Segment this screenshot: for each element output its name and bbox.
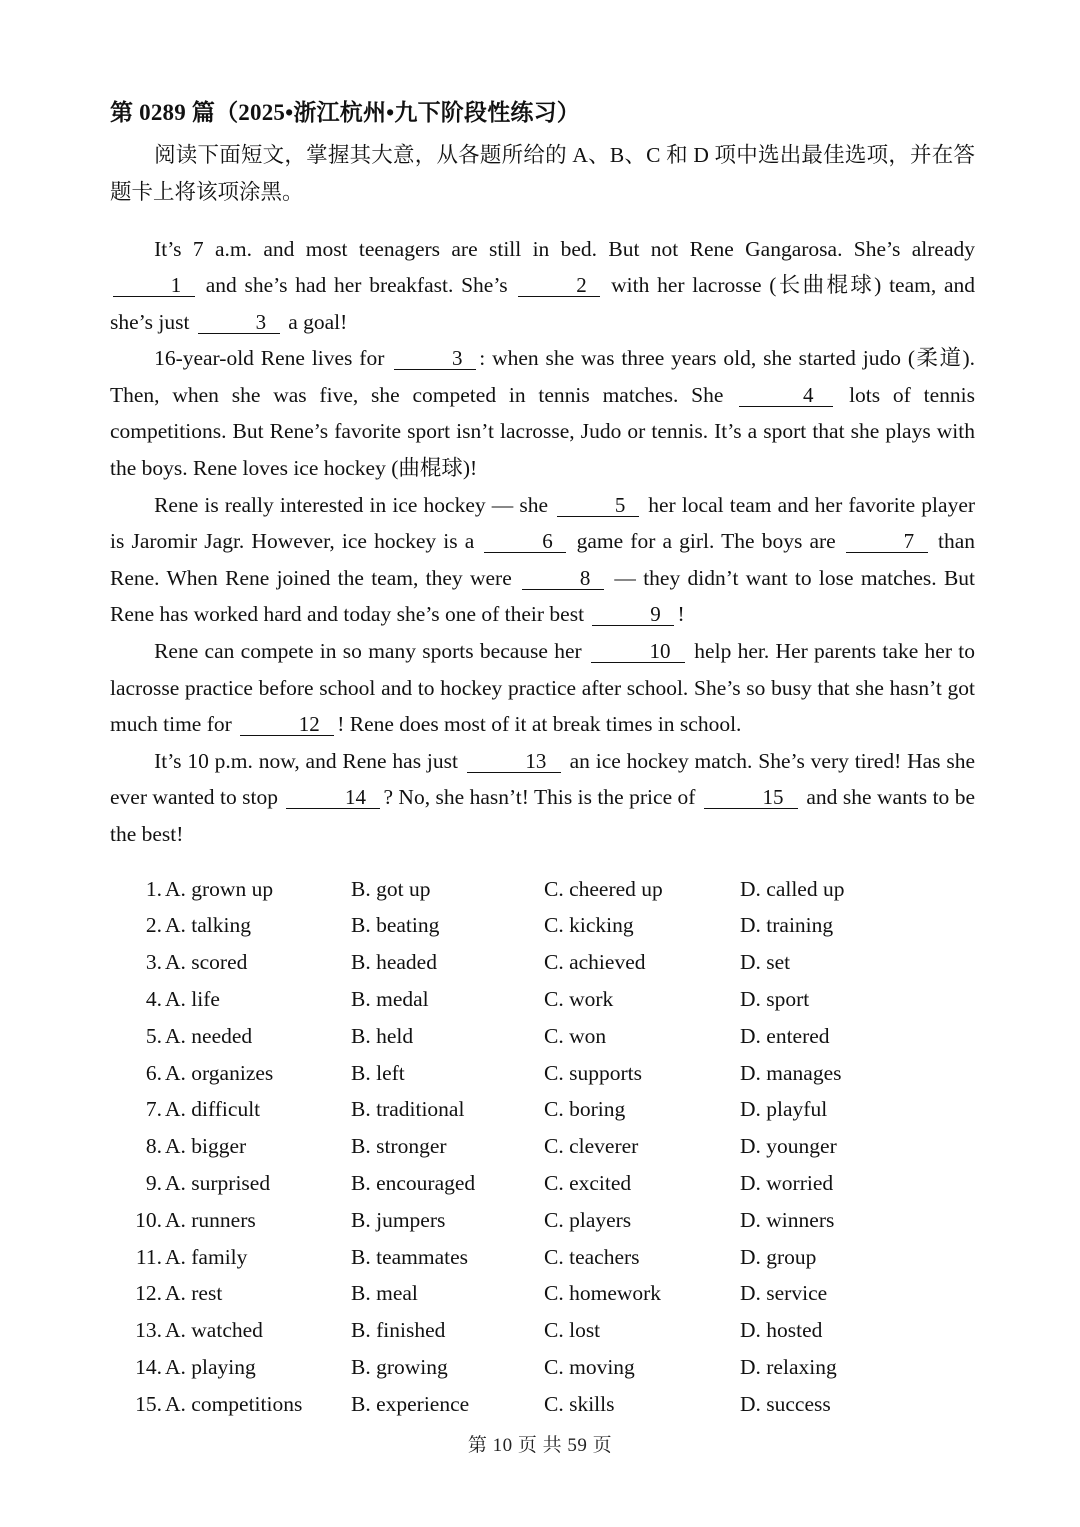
option-c[interactable]: C. supports	[544, 1060, 642, 1085]
question-row	[110, 1239, 975, 1276]
option-c[interactable]: C. won	[544, 1023, 607, 1048]
passage-paragraph-2	[110, 340, 975, 486]
option-d[interactable]: D. service	[740, 1281, 828, 1306]
option-c[interactable]: C. achieved	[544, 950, 646, 975]
option-a[interactable]: A. difficult	[165, 1097, 261, 1122]
question-row	[110, 1386, 975, 1423]
blank-10[interactable]: 10	[591, 640, 685, 663]
option-b[interactable]: B. encouraged	[351, 1170, 476, 1195]
option-c[interactable]: C. homework	[544, 1281, 662, 1306]
option-c[interactable]: C. players	[544, 1207, 632, 1232]
question-number: 3.	[145, 950, 162, 975]
question-number: 14.	[135, 1354, 162, 1379]
exercise-instruction: 阅读下面短文，掌握其大意，从各题所给的 A、B、C 和 D 项中选出最佳选项，并在答题卡上将该项涂黑。	[110, 142, 975, 204]
option-b[interactable]: B. medal	[351, 986, 429, 1011]
page-footer: 第 10 页 共 59 页	[467, 1435, 613, 1456]
option-b[interactable]: B. finished	[351, 1318, 446, 1343]
p1-sentence-3: with her lacrosse (长曲棍球) team, and she’s just	[110, 273, 975, 334]
option-c[interactable]: C. boring	[544, 1097, 626, 1122]
question-row	[110, 1018, 975, 1055]
question-number: 6.	[145, 1060, 162, 1085]
option-b[interactable]: B. beating	[351, 913, 440, 938]
p5-sentence-1: It’s 10 p.m. now, and Rene has just	[154, 748, 458, 773]
option-a[interactable]: A. needed	[165, 1023, 253, 1048]
option-d[interactable]: D. called up	[740, 876, 845, 901]
option-c[interactable]: C. cleverer	[544, 1134, 639, 1159]
question-row	[110, 1202, 975, 1239]
option-c[interactable]: C. excited	[544, 1170, 632, 1195]
p3-sentence-4: than Rene. When Rene joined the team, they were	[110, 529, 976, 590]
p2-sentence-3: lots of tennis competitions. But Rene’s favorite sport isn’t lacrosse, Judo or tennis. It’s a sport that she plays with the boys. Rene loves ice hockey (曲棍球)!	[110, 382, 975, 481]
p5-sentence-3: ? No, she hasn’t! This is the price of	[383, 785, 696, 810]
option-a[interactable]: A. runners	[165, 1207, 256, 1232]
question-row	[110, 1275, 975, 1312]
option-a[interactable]: A. scored	[165, 950, 248, 975]
p1-sentence-4: a goal!	[288, 309, 348, 334]
option-c[interactable]: C. skills	[544, 1391, 615, 1416]
question-row	[110, 1349, 975, 1386]
question-row	[110, 981, 975, 1018]
option-a[interactable]: A. organizes	[165, 1060, 274, 1085]
p3-sentence-2: her local team and her favorite player is Jaromir Jagr. However, ice hockey is a	[110, 492, 976, 554]
option-d[interactable]: D. relaxing	[740, 1354, 837, 1379]
question-number: 12.	[135, 1281, 162, 1306]
option-d[interactable]: D. worried	[740, 1170, 834, 1195]
option-b[interactable]: B. headed	[351, 950, 437, 975]
option-a[interactable]: A. rest	[165, 1281, 223, 1306]
option-b[interactable]: B. jumpers	[351, 1207, 446, 1232]
question-row	[110, 1128, 975, 1165]
option-a[interactable]: A. playing	[165, 1354, 256, 1379]
question-number: 10.	[135, 1207, 162, 1232]
blank-8[interactable]: 8	[522, 567, 604, 590]
question-row	[110, 1091, 975, 1128]
option-d[interactable]: D. training	[740, 913, 834, 938]
option-a[interactable]: A. family	[165, 1244, 248, 1269]
blank-7[interactable]: 7	[846, 530, 928, 553]
blank-2[interactable]: 2	[518, 274, 600, 297]
option-c[interactable]: C. teachers	[544, 1244, 640, 1269]
option-b[interactable]: B. teammates	[351, 1244, 469, 1269]
option-a[interactable]: A. bigger	[165, 1134, 247, 1159]
blank-3b[interactable]: 3	[394, 347, 476, 370]
p5-sentence-2: an ice hockey match. She’s very tired! Has she ever wanted to stop	[110, 748, 975, 810]
option-d[interactable]: D. sport	[740, 986, 810, 1011]
p3-sentence-5: — they didn’t want to lose matches. But Rene has worked hard and today she’s one of their best	[110, 565, 976, 627]
question-row	[110, 871, 975, 908]
passage-paragraph-4	[110, 633, 975, 743]
option-d[interactable]: D. entered	[740, 1023, 830, 1048]
p2-sentence-1: 16-year-old Rene lives for	[154, 346, 385, 371]
option-c[interactable]: C. kicking	[544, 913, 634, 938]
option-d[interactable]: D. manages	[740, 1060, 842, 1085]
p3-sentence-3: game for a girl. The boys are	[576, 529, 836, 554]
multiple-choice-options	[110, 871, 975, 1423]
option-c[interactable]: C. lost	[544, 1318, 601, 1343]
question-row	[110, 1312, 975, 1349]
question-number: 7.	[145, 1097, 162, 1122]
option-b[interactable]: B. growing	[351, 1354, 448, 1379]
question-number: 13.	[135, 1318, 162, 1343]
option-c[interactable]: C. cheered up	[544, 876, 663, 901]
blank-12[interactable]: 12	[240, 713, 334, 736]
p3-sentence-6: !	[677, 602, 685, 627]
blank-15[interactable]: 15	[704, 786, 798, 809]
option-c[interactable]: C. moving	[544, 1354, 635, 1379]
page-title: 第 0289 篇（2025•浙江杭州•九下阶段性练习）	[110, 100, 581, 125]
option-d[interactable]: D. winners	[740, 1207, 835, 1232]
option-a[interactable]: A. grown up	[165, 876, 274, 901]
question-row	[110, 1055, 975, 1092]
p3-sentence-1: Rene is really interested in ice hockey — she	[154, 492, 549, 517]
p2-sentence-2: : when she was three years old, she started judo (柔道). Then, when she was five, she competed in tennis matches. She	[110, 346, 975, 407]
option-a[interactable]: A. surprised	[165, 1170, 271, 1195]
p4-sentence-1: Rene can compete in so many sports because her	[154, 639, 582, 664]
option-d[interactable]: D. set	[740, 950, 791, 975]
question-number: 11.	[135, 1244, 162, 1269]
passage-paragraph-3	[110, 487, 975, 633]
blank-4[interactable]: 4	[739, 384, 833, 407]
option-b[interactable]: B. held	[351, 1023, 414, 1048]
blank-9[interactable]: 9	[592, 603, 674, 626]
option-a[interactable]: A. talking	[165, 913, 251, 938]
question-row	[110, 944, 975, 981]
option-b[interactable]: B. meal	[351, 1281, 418, 1306]
passage-paragraph-5	[110, 743, 975, 853]
p5-sentence-4: and she wants to be the best!	[110, 785, 976, 846]
question-number: 15.	[135, 1391, 162, 1416]
option-a[interactable]: A. life	[165, 986, 220, 1011]
option-c[interactable]: C. work	[544, 986, 614, 1011]
question-row	[110, 1165, 975, 1202]
option-d[interactable]: D. hosted	[740, 1318, 823, 1343]
blank-13[interactable]: 13	[467, 750, 561, 773]
page-content	[110, 96, 975, 1423]
blank-1[interactable]: 1	[113, 274, 195, 297]
passage-paragraph-1	[110, 231, 975, 341]
question-number: 1.	[145, 876, 162, 901]
option-d[interactable]: D. younger	[740, 1134, 837, 1159]
option-a[interactable]: A. competitions	[165, 1391, 303, 1416]
blank-3a[interactable]: 3	[198, 311, 280, 334]
question-number: 8.	[145, 1134, 162, 1159]
p4-sentence-2: help her. Her parents take her to lacrosse practice before school and to hockey practice after school. She’s so busy that she hasn’t got much time for	[110, 639, 975, 737]
blank-5[interactable]: 5	[557, 494, 639, 517]
option-d[interactable]: D. group	[740, 1244, 817, 1269]
option-b[interactable]: B. stronger	[351, 1134, 447, 1159]
blank-14[interactable]: 14	[286, 786, 380, 809]
p1-sentence-1: It’s 7 a.m. and most teenagers are still in bed. But not Rene Gangarosa. She’s already	[154, 236, 975, 261]
question-row	[110, 907, 975, 944]
option-b[interactable]: B. got up	[351, 876, 431, 901]
option-b[interactable]: B. left	[351, 1060, 405, 1085]
question-number: 9.	[145, 1170, 162, 1195]
question-number: 5.	[145, 1023, 162, 1048]
option-d[interactable]: D. success	[740, 1391, 831, 1416]
p1-sentence-2: and she’s had her breakfast. She’s	[205, 273, 508, 298]
p4-sentence-3: ! Rene does most of it at break times in school.	[337, 712, 742, 737]
option-a[interactable]: A. watched	[165, 1318, 263, 1343]
option-b[interactable]: B. experience	[351, 1391, 470, 1416]
question-number: 4.	[145, 986, 162, 1011]
option-b[interactable]: B. traditional	[351, 1097, 465, 1122]
option-d[interactable]: D. playful	[740, 1097, 828, 1122]
blank-6[interactable]: 6	[484, 530, 566, 553]
question-number: 2.	[145, 913, 162, 938]
